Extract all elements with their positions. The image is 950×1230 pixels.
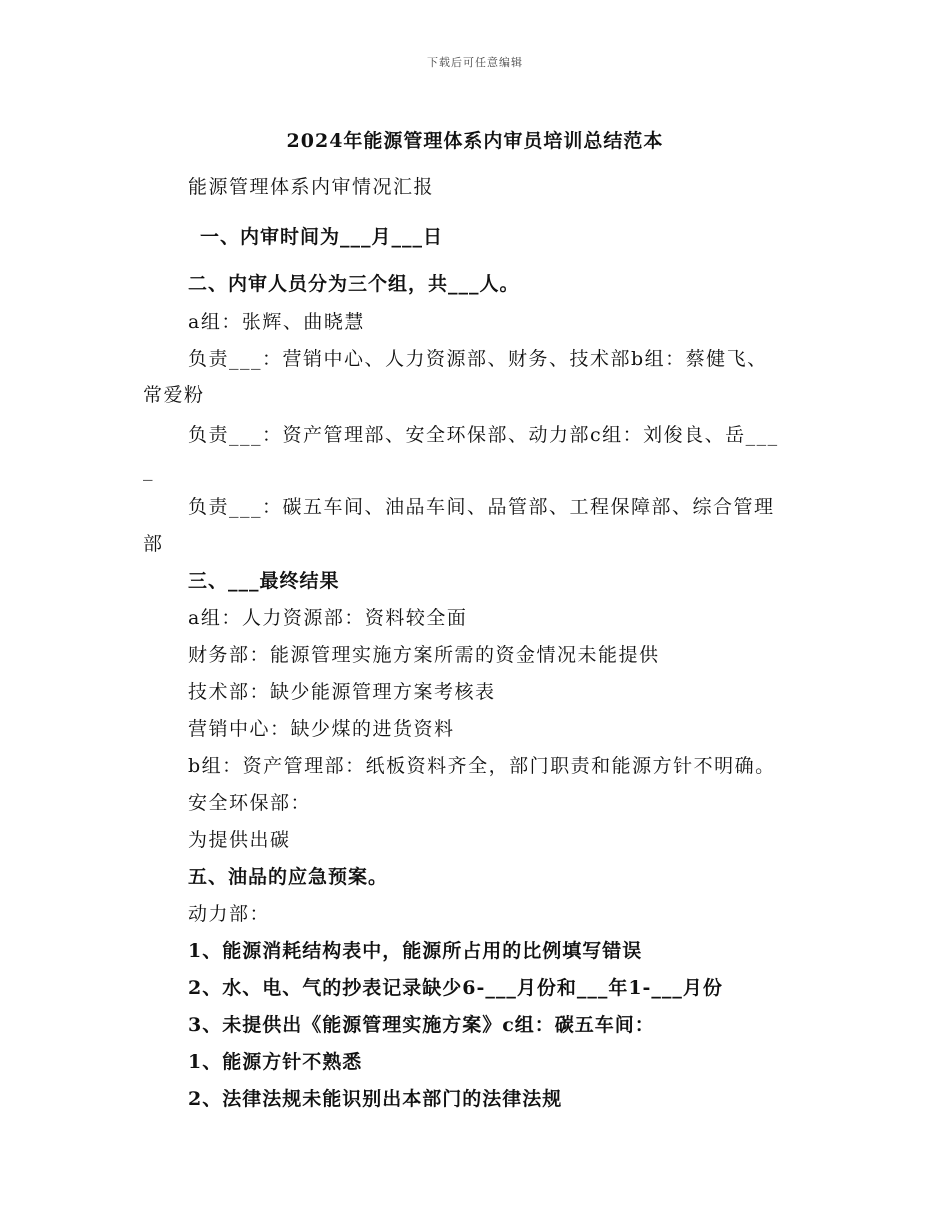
result-line: 为提供出碳 bbox=[188, 829, 291, 851]
result-line: 安全环保部： bbox=[188, 792, 312, 814]
finding-item: 1、能源消耗结构表中，能源所占用的比例填写错误 bbox=[188, 940, 643, 962]
finding-item: 3、未提供出《能源管理实施方案》c组：碳五车间： bbox=[188, 1014, 655, 1036]
section-2-heading: 二、内审人员分为三个组，共___人。 bbox=[188, 273, 520, 295]
result-line: b组：资产管理部：纸板资料齐全，部门职责和能源方针不明确。 bbox=[188, 755, 776, 777]
group-b-members-continued: 常爱粉 bbox=[143, 384, 205, 406]
section-3-heading: 三、___最终结果 bbox=[188, 570, 340, 592]
result-line: 财务部：能源管理实施方案所需的资金情况未能提供 bbox=[188, 644, 660, 666]
group-c-scope-continued: 部 bbox=[143, 533, 164, 555]
group-c-scope: 负责___：碳五车间、油品车间、品管部、工程保障部、综合管理 bbox=[188, 496, 775, 518]
group-a-scope: 负责___：营销中心、人力资源部、财务、技术部b组：蔡健飞、 bbox=[188, 348, 768, 370]
document-title: 2024年能源管理体系内审员培训总结范本 bbox=[286, 130, 664, 152]
result-line: a组：人力资源部：资料较全面 bbox=[188, 607, 468, 629]
group-c-members-continued: _ bbox=[143, 459, 154, 481]
group-a-members: a组：张辉、曲晓慧 bbox=[188, 311, 365, 333]
section-5-heading: 五、油品的应急预案。 bbox=[188, 866, 389, 888]
finding-item: 2、法律法规未能识别出本部门的法律法规 bbox=[188, 1088, 563, 1110]
section-1-heading: 一、内审时间为___月___日 bbox=[200, 226, 444, 248]
finding-item: 1、能源方针不熟悉 bbox=[188, 1051, 363, 1073]
result-line: 动力部： bbox=[188, 903, 271, 925]
page-header-note: 下载后可任意编辑 bbox=[427, 56, 523, 69]
finding-item: 2、水、电、气的抄表记录缺少6-___月份和___年1-___月份 bbox=[188, 977, 723, 999]
report-heading: 能源管理体系内审情况汇报 bbox=[188, 176, 435, 198]
result-line: 营销中心：缺少煤的进货资料 bbox=[188, 718, 455, 740]
result-line: 技术部：缺少能源管理方案考核表 bbox=[188, 681, 496, 703]
group-b-scope: 负责___：资产管理部、安全环保部、动力部c组：刘俊良、岳___ bbox=[188, 424, 779, 446]
